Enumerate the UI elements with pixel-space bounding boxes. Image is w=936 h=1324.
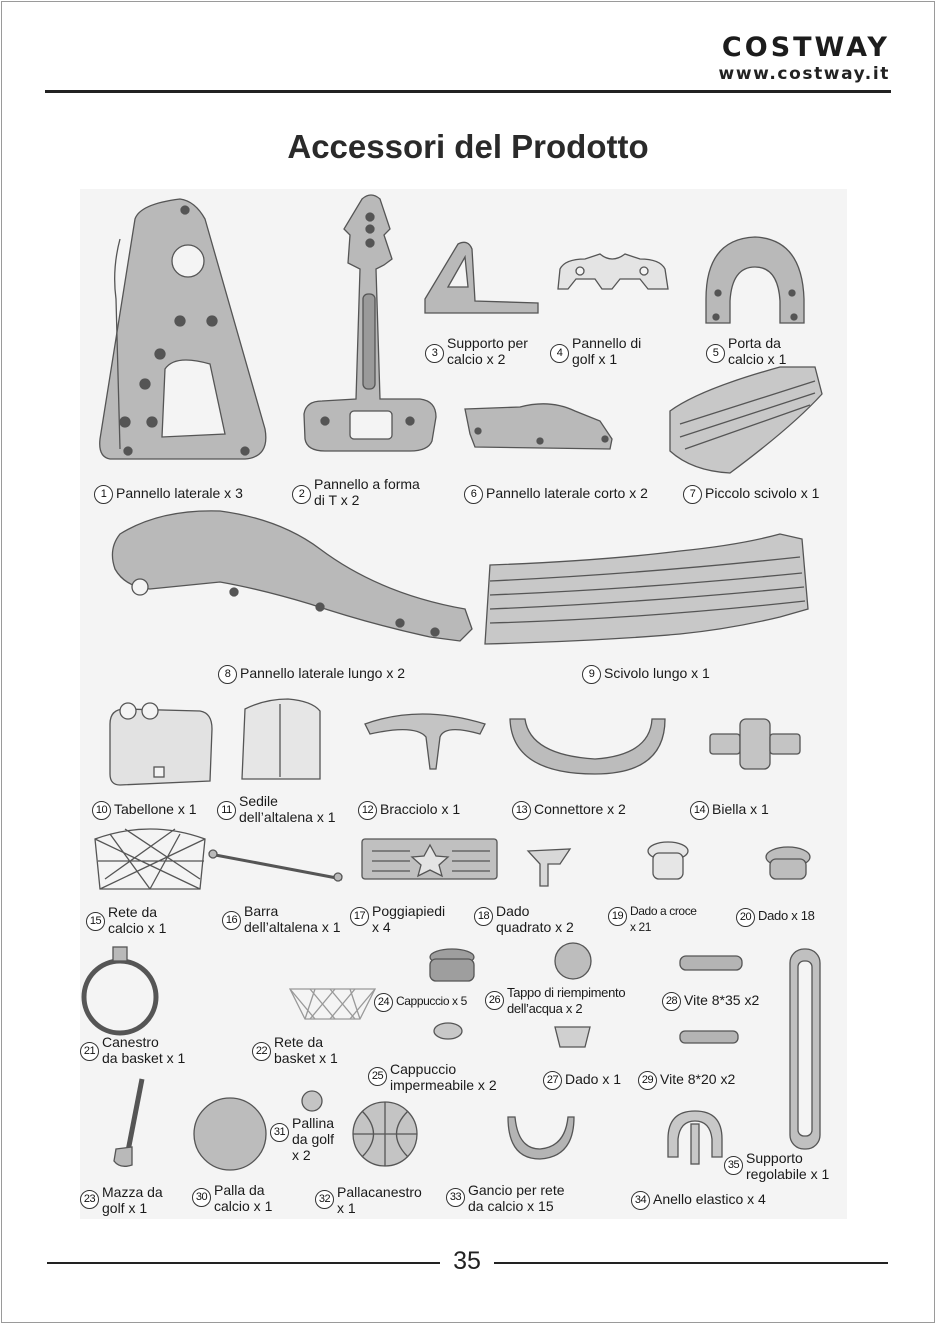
part-label: Dado x 1 xyxy=(565,1071,622,1087)
part-7 xyxy=(683,485,819,504)
part-label: Mazza da golf x 1 xyxy=(102,1184,163,1216)
square-nut-illustration xyxy=(528,849,570,886)
golf-panel-illustration xyxy=(558,254,668,289)
part-17 xyxy=(350,903,445,935)
long-slide-illustration xyxy=(485,534,808,644)
part-number: 22 xyxy=(252,1042,271,1061)
part-number: 3 xyxy=(425,344,444,363)
t-panel-illustration xyxy=(304,195,436,451)
swing-seat-illustration xyxy=(242,699,320,779)
part-number: 25 xyxy=(368,1067,387,1086)
part-number: 18 xyxy=(474,907,493,926)
part-number: 31 xyxy=(270,1123,289,1142)
part-label: Vite 8*35 x2 xyxy=(684,992,760,1008)
nut-illustration-27 xyxy=(555,1027,590,1047)
part-number: 17 xyxy=(350,907,369,926)
part-number: 28 xyxy=(662,992,681,1011)
connector-illustration xyxy=(510,719,665,774)
part-label: Dado quadrato x 2 xyxy=(496,903,574,935)
basketball-net-illustration xyxy=(290,989,375,1019)
part-label: Pannello a forma di T x 2 xyxy=(314,476,420,508)
small-slide-illustration xyxy=(670,367,822,473)
part-number: 33 xyxy=(446,1188,465,1207)
part-20 xyxy=(736,908,815,927)
part-label: Rete da basket x 1 xyxy=(274,1034,338,1066)
part-number: 9 xyxy=(582,665,601,684)
part-label: Cappuccio impermeabile x 2 xyxy=(390,1061,497,1093)
parts-panel xyxy=(80,189,847,1219)
part-number: 30 xyxy=(192,1188,211,1207)
part-label: Bracciolo x 1 xyxy=(380,801,461,817)
part-11 xyxy=(217,793,336,825)
part-15 xyxy=(86,904,166,936)
part-22 xyxy=(252,1034,338,1066)
part-number: 6 xyxy=(464,485,483,504)
brand-website: www.costway.it xyxy=(718,64,890,84)
part-number: 23 xyxy=(80,1190,99,1209)
part-number: 20 xyxy=(736,908,755,927)
part-27 xyxy=(543,1071,621,1090)
part-6 xyxy=(464,485,648,504)
part-26 xyxy=(485,985,625,1017)
part-34 xyxy=(631,1191,766,1210)
part-number: 5 xyxy=(706,344,725,363)
elastic-ring-illustration xyxy=(668,1111,722,1164)
cross-nut-illustration xyxy=(648,842,688,879)
part-16 xyxy=(222,903,341,935)
part-label: Dado a croce x 21 xyxy=(630,904,697,934)
short-side-panel-illustration xyxy=(465,404,612,449)
part-label: Scivolo lungo x 1 xyxy=(604,665,710,681)
part-label: Pannello di golf x 1 xyxy=(572,335,642,367)
part-4 xyxy=(550,335,641,367)
part-number: 8 xyxy=(218,665,237,684)
footer-divider-right xyxy=(494,1262,888,1264)
part-18 xyxy=(474,903,574,935)
nut-illustration xyxy=(766,847,810,879)
link-rod-illustration xyxy=(710,719,800,769)
part-label: Pannello laterale corto x 2 xyxy=(486,485,648,501)
part-28 xyxy=(662,992,759,1011)
part-label: Pallina da golf x 2 xyxy=(292,1115,335,1163)
part-number: 16 xyxy=(222,911,241,930)
screw-illustration-29 xyxy=(680,1031,738,1043)
part-number: 1 xyxy=(94,485,113,504)
part-32 xyxy=(315,1184,422,1216)
part-3 xyxy=(425,335,528,367)
part-label: Sedile dell’altalena x 1 xyxy=(239,793,336,825)
part-number: 24 xyxy=(374,993,393,1012)
part-label: Cappuccio x 5 xyxy=(396,994,467,1008)
part-label: Palla da calcio x 1 xyxy=(214,1182,273,1214)
part-label: Rete da calcio x 1 xyxy=(108,904,167,936)
part-number: 32 xyxy=(315,1190,334,1209)
waterproof-cap-illustration xyxy=(434,1023,462,1039)
part-label: Pallacanestro x 1 xyxy=(337,1184,422,1216)
part-13 xyxy=(512,801,626,820)
part-number: 12 xyxy=(358,801,377,820)
part-25 xyxy=(368,1061,497,1093)
part-label: Tappo di riempimento dell’acqua x 2 xyxy=(507,985,626,1016)
basketball-hoop-illustration xyxy=(84,947,156,1033)
golf-club-illustration xyxy=(114,1079,142,1166)
brand-name: COSTWAY xyxy=(721,32,890,63)
part-number: 21 xyxy=(80,1042,99,1061)
part-label: Piccolo scivolo x 1 xyxy=(705,485,820,501)
part-33 xyxy=(446,1182,565,1214)
part-number: 11 xyxy=(217,801,236,820)
part-label: Porta da calcio x 1 xyxy=(728,335,787,367)
part-5 xyxy=(706,335,786,367)
part-19 xyxy=(608,903,697,935)
part-number: 34 xyxy=(631,1191,650,1210)
part-label: Pannello laterale x 3 xyxy=(116,485,243,501)
part-label: Pannello laterale lungo x 2 xyxy=(240,665,406,681)
part-label: Anello elastico x 4 xyxy=(653,1191,766,1207)
part-2 xyxy=(292,476,420,508)
part-14 xyxy=(690,801,769,820)
part-number: 19 xyxy=(608,907,627,926)
part-label: Dado x 18 xyxy=(758,908,815,923)
part-label: Vite 8*20 x2 xyxy=(660,1071,736,1087)
water-fill-cap-illustration xyxy=(555,943,591,979)
part-number: 14 xyxy=(690,801,709,820)
part-8 xyxy=(218,665,405,684)
page-title: Accessori del Prodotto xyxy=(287,128,649,165)
part-label: Connettore x 2 xyxy=(534,801,626,817)
part-label: Supporto per calcio x 2 xyxy=(447,335,528,367)
part-label: Biella x 1 xyxy=(712,801,769,817)
golf-ball-illustration xyxy=(302,1091,322,1111)
long-side-panel-illustration xyxy=(112,511,472,641)
net-hook-illustration xyxy=(508,1117,574,1159)
part-number: 26 xyxy=(485,991,504,1010)
part-30 xyxy=(192,1182,272,1214)
part-number: 2 xyxy=(292,485,311,504)
armrest-illustration xyxy=(365,714,485,769)
part-label: Gancio per rete da calcio x 15 xyxy=(468,1182,565,1214)
part-number: 35 xyxy=(724,1156,743,1175)
page-number: 35 xyxy=(453,1247,481,1275)
part-31 xyxy=(270,1115,334,1163)
part-label: Barra dell’altalena x 1 xyxy=(244,903,341,935)
cap-illustration xyxy=(430,949,474,981)
part-number: 13 xyxy=(512,801,531,820)
part-29 xyxy=(638,1071,735,1090)
part-number: 27 xyxy=(543,1071,562,1090)
part-12 xyxy=(358,801,460,820)
part-1 xyxy=(94,485,243,504)
footer-divider-left xyxy=(47,1262,440,1264)
part-number: 4 xyxy=(550,344,569,363)
football-support-illustration xyxy=(425,242,538,313)
header-divider xyxy=(45,90,891,93)
swing-bar-illustration xyxy=(209,850,342,881)
part-9 xyxy=(582,665,710,684)
football-net-illustration xyxy=(95,829,205,889)
part-label: Canestro da basket x 1 xyxy=(102,1034,186,1066)
part-number: 10 xyxy=(92,801,111,820)
football-goal-illustration xyxy=(706,237,804,323)
part-10 xyxy=(92,801,197,820)
side-panel-illustration xyxy=(100,199,266,459)
basketball-illustration xyxy=(353,1102,417,1166)
part-label: Supporto regolabile x 1 xyxy=(746,1150,830,1182)
part-24 xyxy=(374,993,467,1012)
adjustable-support-illustration xyxy=(790,949,820,1149)
football-illustration xyxy=(194,1098,266,1170)
part-label: Tabellone x 1 xyxy=(114,801,197,817)
part-number: 29 xyxy=(638,1071,657,1090)
part-number: 7 xyxy=(683,485,702,504)
brand-logo xyxy=(690,34,890,84)
screw-illustration-28 xyxy=(680,956,742,970)
backboard-illustration xyxy=(110,703,212,785)
footrest-illustration xyxy=(362,839,497,879)
part-number: 15 xyxy=(86,912,105,931)
part-35 xyxy=(724,1150,829,1182)
part-21 xyxy=(80,1034,185,1066)
part-23 xyxy=(80,1184,163,1216)
part-label: Poggiapiedi x 4 xyxy=(372,903,446,935)
